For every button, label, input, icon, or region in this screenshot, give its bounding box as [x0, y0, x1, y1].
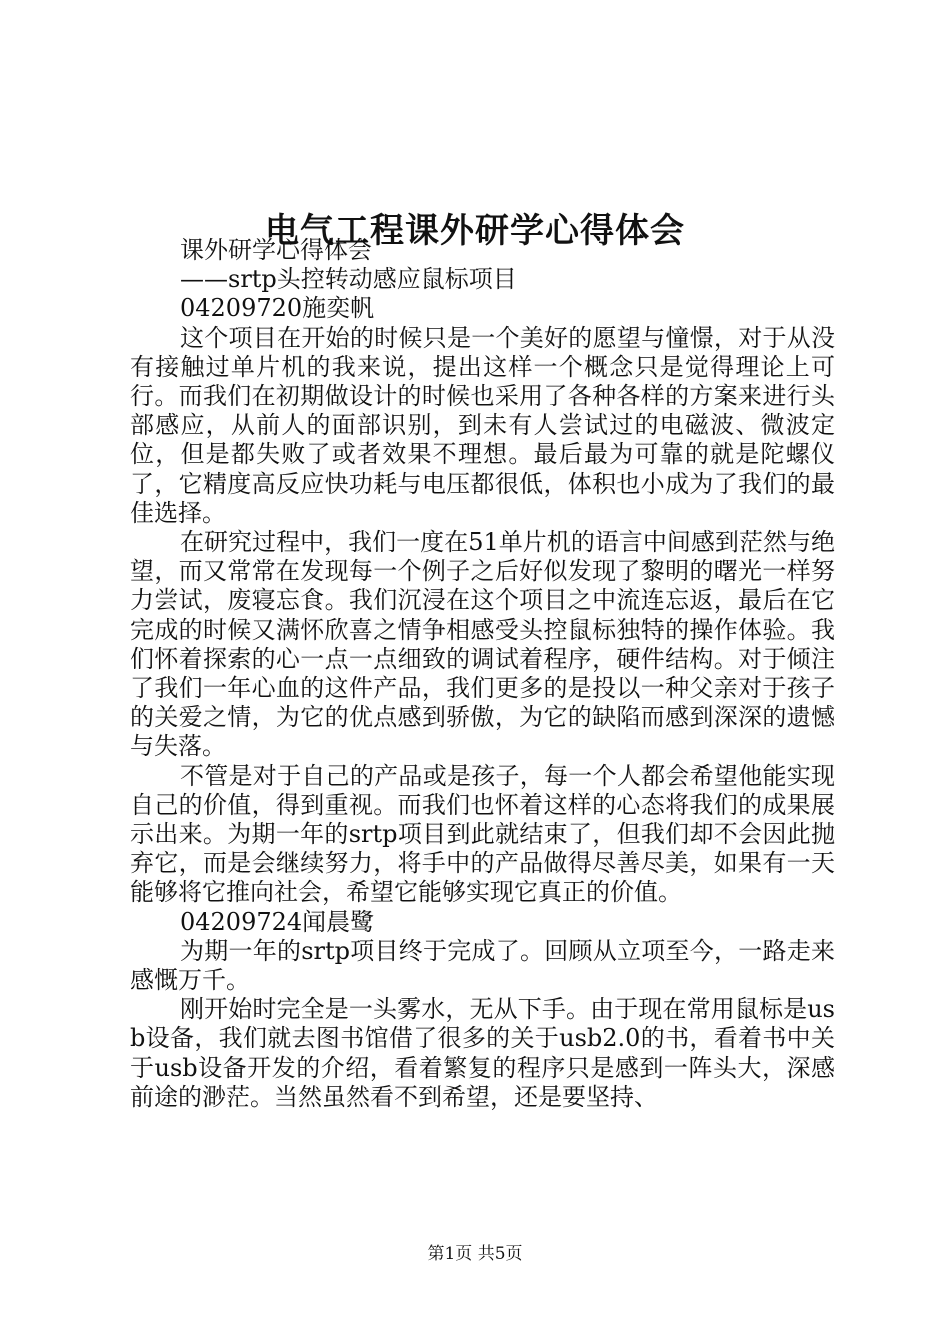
paragraph: 不管是对于自己的产品或是孩子，每一个人都会希望他能实现自己的价值，得到重视。而我们也怀着这样的心态将我们的成果展示出来。为期一年的srtp项目到此就结束了，但我们却不会因此抛弃它，而是会继续努力，将手中的产品做得尽善尽美，如果有一天能够将它推向社会，希望它能够实现它真正的价值。 [130, 761, 835, 907]
subtitle: 课外研学心得体会 [180, 236, 372, 264]
paragraph: 为期一年的srtp项目终于完成了。回顾从立项至今，一路走来感慨万千。 [130, 936, 835, 995]
page-footer: 第1页 共5页 [427, 1244, 523, 1264]
document-body [130, 236, 835, 1112]
author-line: 04209720施奕帆 [180, 294, 375, 323]
author-line: 04209724闻晨鹭 [180, 907, 375, 936]
paragraph: 在研究过程中，我们一度在51单片机的语言中间感到茫然与绝望，而又常常在发现每一个例子之后好似发现了黎明的曙光一样努力尝试，废寝忘食。我们沉浸在这个项目之中流连忘返，最后在它完成的时候又满怀欣喜之情争相感受头控鼠标独特的操作体验。我们怀着探索的心一点一点细致的调试着程序，硬件结构。对于倾注了我们一年心血的这件产品，我们更多的是投以一种父亲对于孩子的关爱之情，为它的优点感到骄傲，为它的缺陷而感到深深的遗憾与失落。 [130, 528, 835, 761]
paragraph: 刚开始时完全是一头雾水，无从下手。由于现在常用鼠标是usb设备，我们就去图书馆借了很多的关于usb2.0的书，看着书中关于usb设备开发的介绍，看着繁复的程序只是感到一阵头大，深感前途的渺茫。当然虽然看不到希望，还是要坚持、 [130, 995, 835, 1111]
document-title: 电气工程课外研学心得体会 [265, 210, 685, 251]
paragraph: 这个项目在开始的时候只是一个美好的愿望与憧憬，对于从没有接触过单片机的我来说，提出这样一个概念只是觉得理论上可行。而我们在初期做设计的时候也采用了各种各样的方案来进行头部感应，从前人的面部识别，到未有人尝试过的电磁波、微波定位，但是都失败了或者效果不理想。最后最为可靠的就是陀螺仪了，它精度高反应快功耗与电压都很低，体积也小成为了我们的最佳选择。 [130, 323, 835, 527]
project-name: ——srtp头控转动感应鼠标项目 [180, 265, 517, 294]
